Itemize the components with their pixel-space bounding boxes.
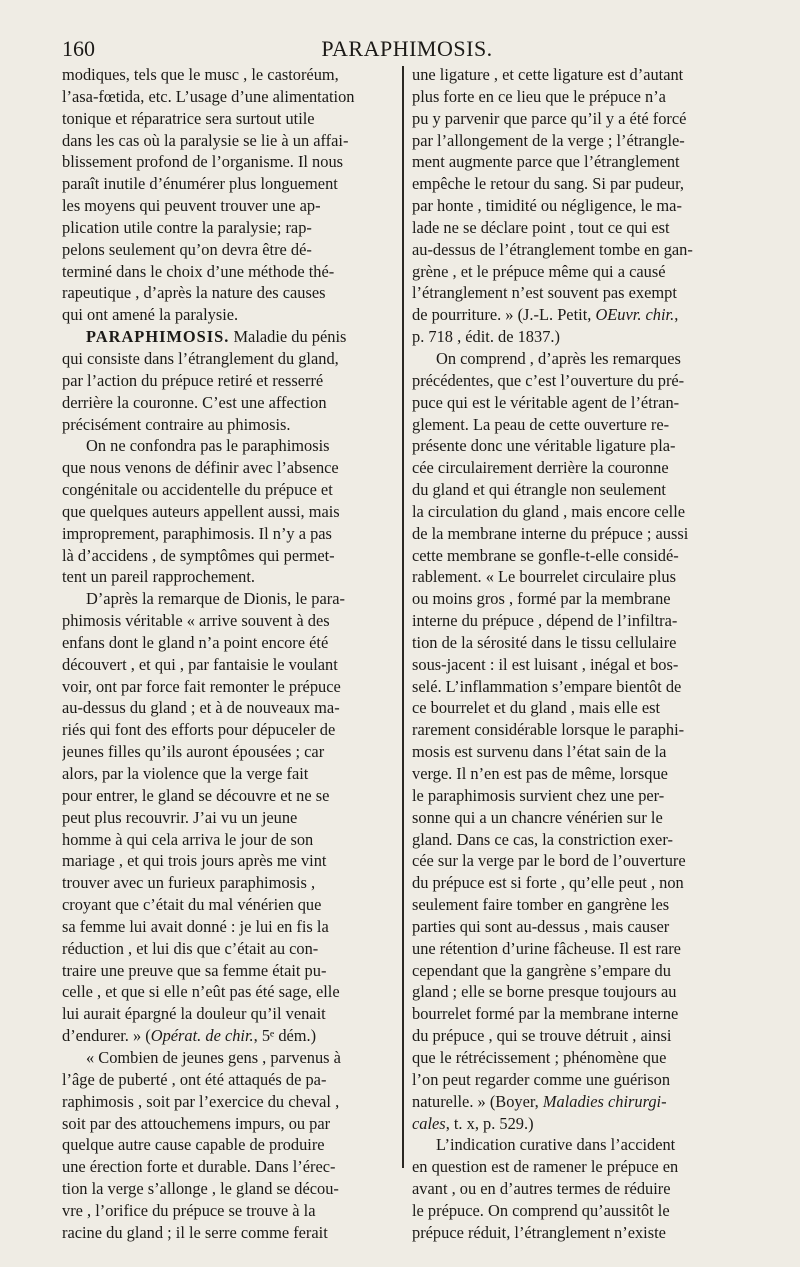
- line-text: une érection forte et durable. Dans l’érec-: [62, 1157, 336, 1177]
- text-line: [62, 348, 394, 370]
- line-text: On ne confondra pas le paraphimosis: [86, 436, 330, 456]
- line-text: improprement, paraphimosis. Il n’y a pas: [62, 523, 332, 543]
- line-text: selé. L’inflammation s’empare bientôt de: [412, 676, 682, 696]
- line-text: mosis est survenu dans l’état sain de la: [412, 742, 667, 762]
- text-line: [412, 610, 749, 632]
- text-line: [412, 1156, 749, 1178]
- text-line: [62, 261, 394, 283]
- text-line: [62, 239, 394, 261]
- left-column: [62, 64, 394, 1244]
- text-line: [412, 1069, 749, 1091]
- line-text: par l’allongement de la verge ; l’étrangle-: [412, 130, 685, 150]
- text-line: [412, 217, 749, 239]
- text-line: [412, 457, 749, 479]
- line-text: modiques, tels que le musc , le castoréum,: [62, 65, 339, 84]
- line-text: plication utile contre la paralysie; rap-: [62, 217, 312, 237]
- line-text: précédentes, que c’est l’ouverture du pré-: [412, 370, 685, 390]
- line-text: tion de la sérosité dans le tissu cellulaire: [412, 632, 677, 652]
- line-text: en question est de ramener le prépuce en: [412, 1157, 679, 1177]
- line-text: pour entrer, le gland se découvre et ne se: [62, 785, 330, 805]
- text-line: [62, 130, 394, 152]
- text-line: [412, 697, 749, 719]
- line-text: le prépuce. On comprend qu’aussitôt le: [412, 1200, 670, 1220]
- line-text: dans les cas où la paralysie se lie à un affai-: [62, 130, 349, 150]
- text-line: [62, 1200, 394, 1222]
- line-text: glement. La peau de cette ouverture re-: [412, 414, 670, 434]
- text-line: [62, 304, 394, 326]
- line-text: le paraphimosis survient chez une per-: [412, 785, 665, 805]
- text-line: [62, 632, 394, 654]
- text-line: [412, 130, 749, 152]
- entry-headword: PARAPHIMOSIS.: [86, 327, 230, 347]
- text-line: [412, 304, 749, 326]
- text-line: [412, 348, 749, 370]
- text-line: [62, 435, 394, 457]
- text-line: [412, 654, 749, 676]
- italic-citation: OEuvr. chir.: [595, 305, 675, 325]
- text-line: [62, 108, 394, 130]
- line-text: riés qui font des efforts pour dépuceler de: [62, 720, 336, 740]
- line-text: blissement profond de l’organisme. Il nous: [62, 152, 344, 172]
- line-text: traire une preuve que sa femme était pu-: [62, 960, 327, 980]
- text-line: [412, 829, 749, 851]
- text-line: [412, 1091, 749, 1113]
- text-line: [62, 1091, 394, 1113]
- text-line: [412, 1025, 749, 1047]
- line-text: du prépuce , qui se trouve détruit , ainsi: [412, 1026, 672, 1046]
- line-text: de la membrane interne du prépuce ; aussi: [412, 523, 689, 543]
- line-text: là d’accidens , de symptômes qui permet-: [62, 545, 335, 565]
- italic-citation: Opérat. de chir.: [150, 1026, 254, 1046]
- text-line: [412, 872, 749, 894]
- text-line: [412, 938, 749, 960]
- line-text: de pourriture. » (J.-L. Petit,: [412, 305, 596, 325]
- text-line: [62, 1222, 394, 1244]
- text-line: [62, 697, 394, 719]
- line-text: On comprend , d’après les remarques: [436, 348, 681, 368]
- line-text: mariage , et qui trois jours après me vint: [62, 851, 327, 871]
- line-text: par l’action du prépuce retiré et resserré: [62, 370, 324, 390]
- line-text: que nous venons de définir avec l’absence: [62, 458, 339, 478]
- text-line: [62, 1025, 394, 1047]
- line-text: une ligature , et cette ligature est d’autant: [412, 65, 684, 84]
- line-text: lade ne se déclare point , tout ce qui est: [412, 217, 670, 237]
- line-text: celle , et que si elle n’eût pas été sage, elle: [62, 982, 340, 1002]
- running-header: [62, 36, 752, 60]
- line-text-tail: ,: [674, 305, 679, 325]
- text-line: [62, 916, 394, 938]
- text-line: [62, 1113, 394, 1135]
- text-line: [62, 1178, 394, 1200]
- line-text: alors, par la violence que la verge fait: [62, 764, 309, 783]
- line-text: découvert , et qui , par fantaisie le voulant: [62, 654, 338, 674]
- line-text: vre , l’orifice du prépuce se trouve à la: [62, 1200, 316, 1220]
- text-line: [412, 850, 749, 872]
- text-line: [62, 282, 394, 304]
- text-line: [412, 1113, 749, 1135]
- right-column: [412, 64, 749, 1244]
- text-line: [412, 282, 749, 304]
- line-text: rarement considérable lorsque le paraphi-: [412, 720, 685, 740]
- line-text: phimosis véritable « arrive souvent à des: [62, 611, 330, 631]
- line-text: sonne qui a un chancre vénérien sur le: [412, 807, 663, 827]
- text-line: [62, 217, 394, 239]
- line-text: Maladie du pénis: [233, 327, 347, 347]
- text-line: [62, 173, 394, 195]
- line-text: ment augmente parce que l’étranglement: [412, 152, 680, 172]
- text-line: [62, 195, 394, 217]
- text-line: [62, 763, 394, 785]
- text-line: [412, 960, 749, 982]
- line-text: prépuce réduit, l’étranglement n’existe: [412, 1222, 666, 1242]
- line-text: une rétention d’urine fâcheuse. Il est rare: [412, 938, 681, 958]
- column-divider: [402, 66, 404, 1168]
- line-text: l’on peut regarder comme une guérison: [412, 1069, 671, 1089]
- text-line: [62, 64, 394, 86]
- line-text: qui ont amené la paralysie.: [62, 305, 239, 325]
- line-text: enfans dont le gland n’a point encore été: [62, 632, 329, 652]
- line-text: tonique et réparatrice sera surtout utile: [62, 108, 315, 128]
- text-line: [412, 173, 749, 195]
- text-line: [62, 676, 394, 698]
- line-text: peut plus recouvrir. J’ai vu un jeune: [62, 807, 298, 827]
- line-text: tion la verge s’allonge , le gland se décou-: [62, 1179, 339, 1199]
- text-line: [412, 632, 749, 654]
- line-text: sous-jacent : il est luisant , inégal et bos-: [412, 654, 679, 674]
- line-text: rapeutique , d’après la nature des causes: [62, 283, 326, 303]
- line-text: présente donc une véritable ligature pla-: [412, 436, 676, 456]
- text-line: [62, 1047, 394, 1069]
- text-line: [412, 1003, 749, 1025]
- line-text: « Combien de jeunes gens , parvenus à: [86, 1047, 341, 1067]
- text-line: [62, 588, 394, 610]
- line-text: qui consiste dans l’étranglement du gland,: [62, 348, 339, 368]
- text-line: [412, 785, 749, 807]
- text-line: [412, 501, 749, 523]
- text-line: [62, 86, 394, 108]
- text-line: [412, 545, 749, 567]
- text-line: [412, 239, 749, 261]
- text-line: [62, 894, 394, 916]
- line-text: cée sur la verge par le bord de l’ouverture: [412, 851, 686, 871]
- line-text: grène , et le prépuce même qui a causé: [412, 261, 666, 281]
- text-line: [412, 1134, 749, 1156]
- text-line: [62, 785, 394, 807]
- text-line: [62, 741, 394, 763]
- line-text: du gland et qui étrangle non seulement: [412, 480, 666, 500]
- line-text: précisément contraire au phimosis.: [62, 414, 291, 434]
- line-text: voir, ont par force fait remonter le prépuce: [62, 676, 341, 696]
- line-text: derrière la couronne. C’est une affection: [62, 392, 327, 412]
- line-text: les moyens qui peuvent trouver une ap-: [62, 196, 321, 216]
- text-line: [412, 719, 749, 741]
- text-line: [412, 1200, 749, 1222]
- line-text: paraît inutile d’énumérer plus longuement: [62, 174, 338, 194]
- line-text: cependant que la gangrène s’empare du: [412, 960, 671, 980]
- line-text: la circulation du gland , mais encore celle: [412, 501, 686, 521]
- text-line: [412, 1047, 749, 1069]
- line-text: raphimosis , soit par l’exercice du cheval ,: [62, 1091, 340, 1111]
- text-line: [412, 195, 749, 217]
- text-line: [412, 414, 749, 436]
- line-text-tail: , 5ᵉ dém.): [253, 1026, 317, 1046]
- line-text: sa femme lui avait donné : je lui en fis la: [62, 916, 329, 936]
- line-text: réduction , et lui dis que c’était au con-: [62, 938, 319, 958]
- text-line: [412, 108, 749, 130]
- text-line: [412, 916, 749, 938]
- text-line: [412, 588, 749, 610]
- text-line: [412, 1222, 749, 1244]
- text-line: [412, 763, 749, 785]
- text-line: [62, 523, 394, 545]
- line-text: soit par des attouchemens impurs, ou par: [62, 1113, 331, 1133]
- line-text: terminé dans le choix d’une méthode thé-: [62, 261, 335, 281]
- text-line: [412, 435, 749, 457]
- text-line: [412, 261, 749, 283]
- line-text: l’étranglement n’est souvent pas exempt: [412, 283, 677, 303]
- text-line: [412, 326, 749, 348]
- line-text: interne du prépuce , dépend de l’infiltra-: [412, 611, 678, 631]
- text-line: [412, 86, 749, 108]
- text-line: [62, 501, 394, 523]
- text-line: [62, 479, 394, 501]
- page-title: PARAPHIMOSIS.: [321, 36, 493, 61]
- text-line: [62, 370, 394, 392]
- text-line: [412, 151, 749, 173]
- text-line: [412, 392, 749, 414]
- text-line: [412, 64, 749, 86]
- line-text: naturelle. » (Boyer,: [412, 1091, 543, 1111]
- text-line: [412, 676, 749, 698]
- text-line: [412, 894, 749, 916]
- text-line: [62, 807, 394, 829]
- text-line: [62, 1069, 394, 1091]
- text-line: [62, 1003, 394, 1025]
- line-text: empêche le retour du sang. Si par pudeur,: [412, 174, 684, 194]
- text-line: [412, 566, 749, 588]
- line-text: L’indication curative dans l’accident: [436, 1135, 676, 1155]
- text-line: [412, 981, 749, 1003]
- text-line: [62, 938, 394, 960]
- line-text: du prépuce est si forte , qu’elle peut , non: [412, 873, 684, 893]
- page-number: 160: [62, 36, 95, 61]
- line-text: p. 718 , édit. de 1837.): [412, 327, 560, 347]
- line-text: quelque autre cause capable de produire: [62, 1135, 325, 1155]
- line-text: l’asa-fœtida, etc. L’usage d’une alimentation: [62, 86, 355, 106]
- text-line: [62, 457, 394, 479]
- italic-citation: Maladies chirurgi-: [542, 1091, 667, 1111]
- line-text: gland. Dans ce cas, la constriction exer-: [412, 829, 673, 849]
- text-line: [62, 719, 394, 741]
- line-text: cette membrane se gonfle-t-elle considé-: [412, 545, 679, 565]
- text-line: [412, 370, 749, 392]
- line-text: que quelques auteurs appellent aussi, mais: [62, 501, 340, 521]
- line-text: par honte , timidité ou négligence, le ma-: [412, 196, 682, 216]
- text-line: [62, 610, 394, 632]
- text-line: [62, 872, 394, 894]
- text-line: [62, 414, 394, 436]
- text-line: [62, 545, 394, 567]
- line-text: gland ; elle se borne presque toujours au: [412, 982, 677, 1002]
- line-text: pu y parvenir que parce qu’il y a été forcé: [412, 108, 687, 128]
- text-line: [62, 566, 394, 588]
- line-text: lui aurait épargné la douleur qu’il venait: [62, 1004, 326, 1024]
- text-line: [62, 850, 394, 872]
- line-text: bourrelet formé par la membrane interne: [412, 1004, 679, 1024]
- text-line: [412, 523, 749, 545]
- text-line: [412, 479, 749, 501]
- line-text: croyant que c’était du mal vénérien que: [62, 895, 322, 915]
- line-text: au-dessus du gland ; et à de nouveaux ma-: [62, 698, 340, 718]
- text-line: [62, 151, 394, 173]
- text-line: [412, 1178, 749, 1200]
- line-text: avant , ou en d’autres termes de réduire: [412, 1179, 671, 1199]
- line-text: cée circulairement derrière la couronne: [412, 458, 669, 478]
- text-line: [62, 829, 394, 851]
- line-text: ou moins gros , formé par la membrane: [412, 589, 671, 609]
- line-text-tail: , t. x, p. 529.): [445, 1113, 534, 1133]
- line-text: puce qui est le véritable agent de l’étran-: [412, 392, 680, 412]
- text-line: [62, 392, 394, 414]
- line-text: verge. Il n’en est pas de même, lorsque: [412, 764, 668, 783]
- line-text: seulement faire tomber en gangrène les: [412, 895, 670, 915]
- line-text: plus forte en ce lieu que le prépuce n’a: [412, 86, 666, 106]
- line-text: parties qui sont au-dessus , mais causer: [412, 916, 670, 936]
- line-text: trouver avec un furieux paraphimosis ,: [62, 873, 316, 893]
- text-line: [62, 981, 394, 1003]
- line-text: jeunes filles qu’ils auront épousées ; car: [62, 742, 325, 762]
- text-line: [62, 1134, 394, 1156]
- line-text: tent un pareil rapprochement.: [62, 567, 255, 587]
- line-text: racine du gland ; il le serre comme ferait: [62, 1222, 328, 1242]
- line-text: pelons seulement qu’on devra être dé-: [62, 239, 312, 259]
- line-text: au-dessus de l’étranglement tombe en gan-: [412, 239, 693, 259]
- italic-citation: cales: [412, 1113, 446, 1133]
- line-text: ce bourrelet et du gland , mais elle est: [412, 698, 661, 718]
- text-line: [62, 326, 394, 348]
- line-text: homme à qui cela arriva le jour de son: [62, 829, 314, 849]
- line-text: rablement. « Le bourrelet circulaire plus: [412, 567, 676, 587]
- line-text: d’endurer. » (: [62, 1026, 151, 1046]
- text-line: [62, 960, 394, 982]
- line-text: D’après la remarque de Dionis, le para-: [86, 589, 345, 609]
- text-line: [62, 1156, 394, 1178]
- line-text: que le rétrécissement ; phénomène que: [412, 1047, 667, 1067]
- line-text: l’âge de puberté , ont été attaqués de pa-: [62, 1069, 327, 1089]
- text-line: [412, 807, 749, 829]
- line-text: congénitale ou accidentelle du prépuce et: [62, 480, 333, 500]
- text-line: [62, 654, 394, 676]
- text-line: [412, 741, 749, 763]
